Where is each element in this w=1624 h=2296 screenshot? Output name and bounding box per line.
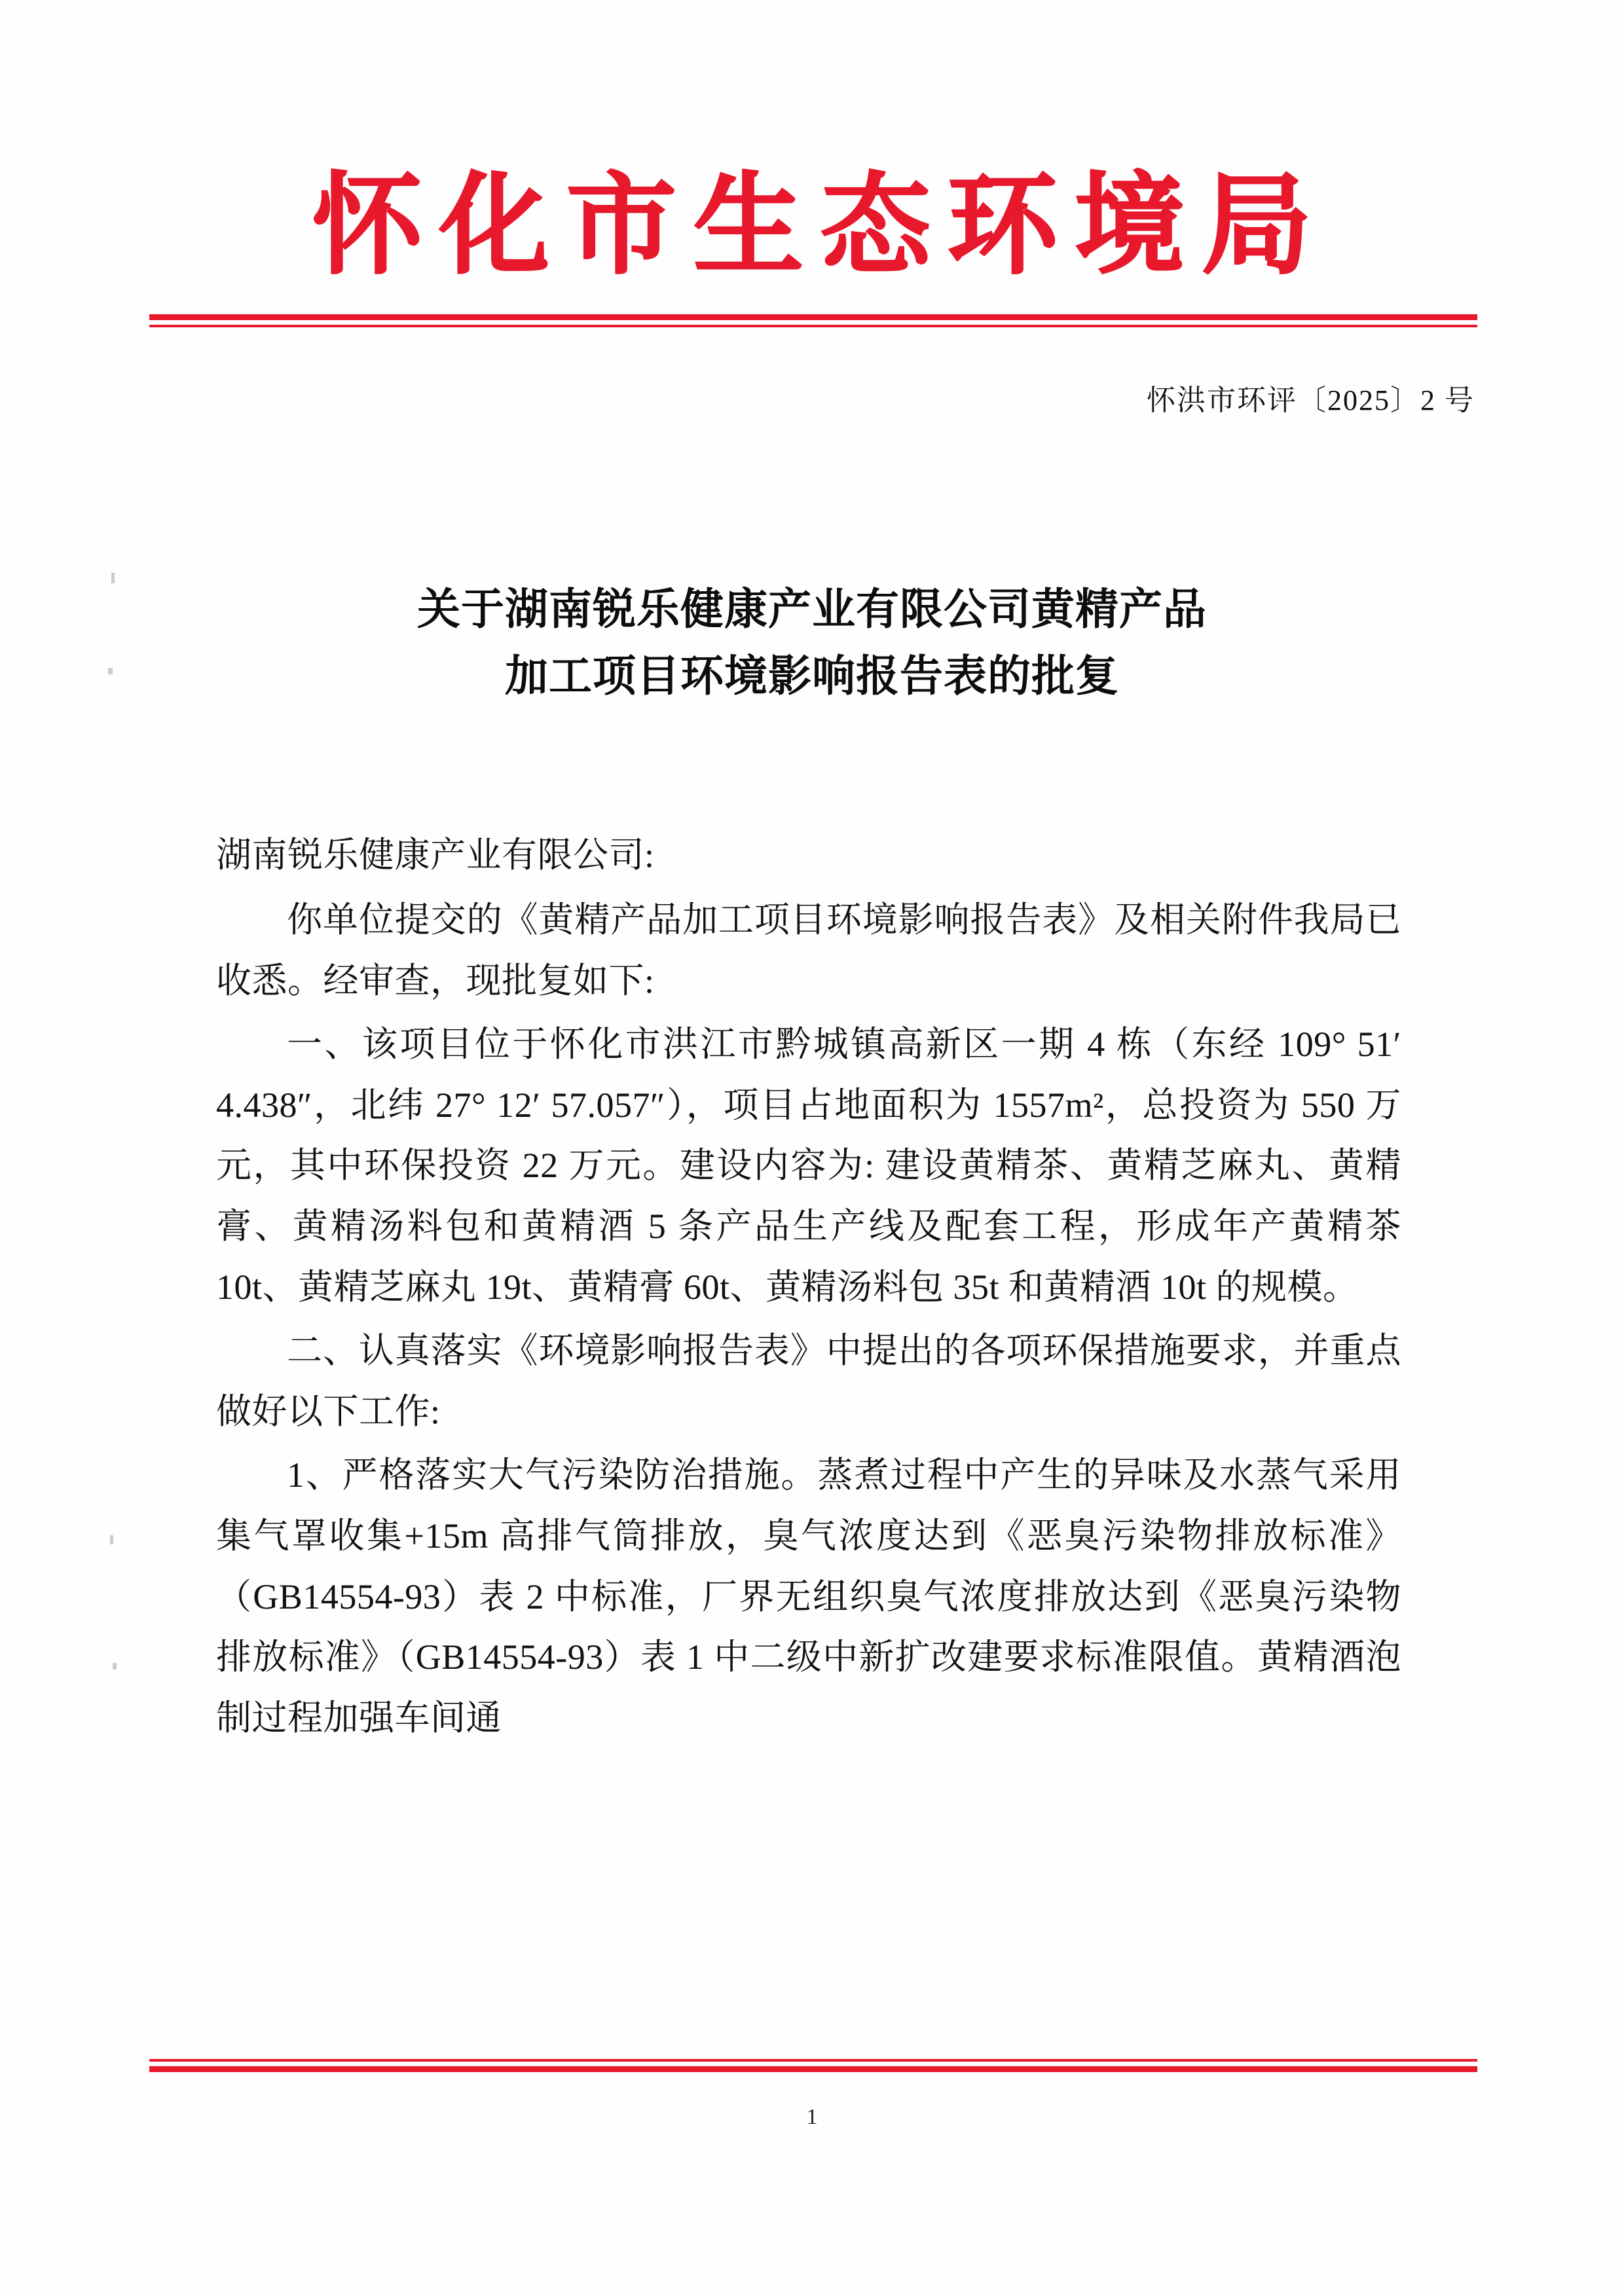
- scan-speck: [110, 1535, 113, 1544]
- masthead-rule-thin: [149, 325, 1477, 327]
- document-body: [216, 825, 1401, 1751]
- footer-rules: [149, 2059, 1477, 2077]
- page-title: [0, 576, 1624, 710]
- issuing-organization-title: 怀化市生态环境局: [312, 160, 1329, 289]
- page-number: 1: [806, 2105, 818, 2129]
- masthead: [0, 160, 1624, 289]
- masthead-rule-thick: [149, 314, 1477, 320]
- document-number: 怀洪市环评〔2025〕2 号: [1147, 384, 1475, 416]
- footer-rule-thick: [149, 2066, 1477, 2072]
- scan-speck: [113, 1663, 117, 1669]
- body-paragraph-2: 一、该项目位于怀化市洪江市黔城镇高新区一期 4 栋（东经 109° 51′ 4.438″，北纬 27° 12′ 57.057″），项目占地面积为 1557m²，总投资为 550 万元，其中环保投资 22 万元。建设内容为: 建设黄精茶、黄精芝麻丸、黄精膏、黄精汤料包和黄精酒 5 条产品生产线及配套工程，形成年产黄精茶 10t、黄精芝麻丸 19t、黄精膏 60t、黄精汤料包 35t 和黄精酒 10t 的规模。: [216, 1024, 1401, 1307]
- body-paragraph-3: 二、认真落实《环境影响报告表》中提出的各项环保措施要求，并重点做好以下工作:: [216, 1331, 1401, 1431]
- page-title-line-2: 加工项目环境影响报告表的批复: [505, 651, 1119, 702]
- footer-rule-thin: [149, 2059, 1477, 2062]
- body-paragraph-4: 1、严格落实大气污染防治措施。蒸煮过程中产生的异味及水蒸气采用集气罩收集+15m 高排气筒排放，臭气浓度达到《恶臭污染物排放标准》（GB14554-93）表 2 中标准，厂界无组织臭气浓度排放达到《恶臭污染物排放标准》（GB14554-93）表 1 中二级中新扩改建要求标准限值。黄精酒泡制过程加强车间通: [216, 1455, 1401, 1738]
- masthead-rules: [149, 314, 1477, 327]
- page-title-line-1: 关于湖南锐乐健康产业有限公司黄精产品: [417, 584, 1207, 634]
- salutation: 湖南锐乐健康产业有限公司:: [216, 835, 655, 875]
- body-paragraph-1: 你单位提交的《黄精产品加工项目环境影响报告表》及相关附件我局已收悉。经审查，现批复如下:: [216, 900, 1401, 1000]
